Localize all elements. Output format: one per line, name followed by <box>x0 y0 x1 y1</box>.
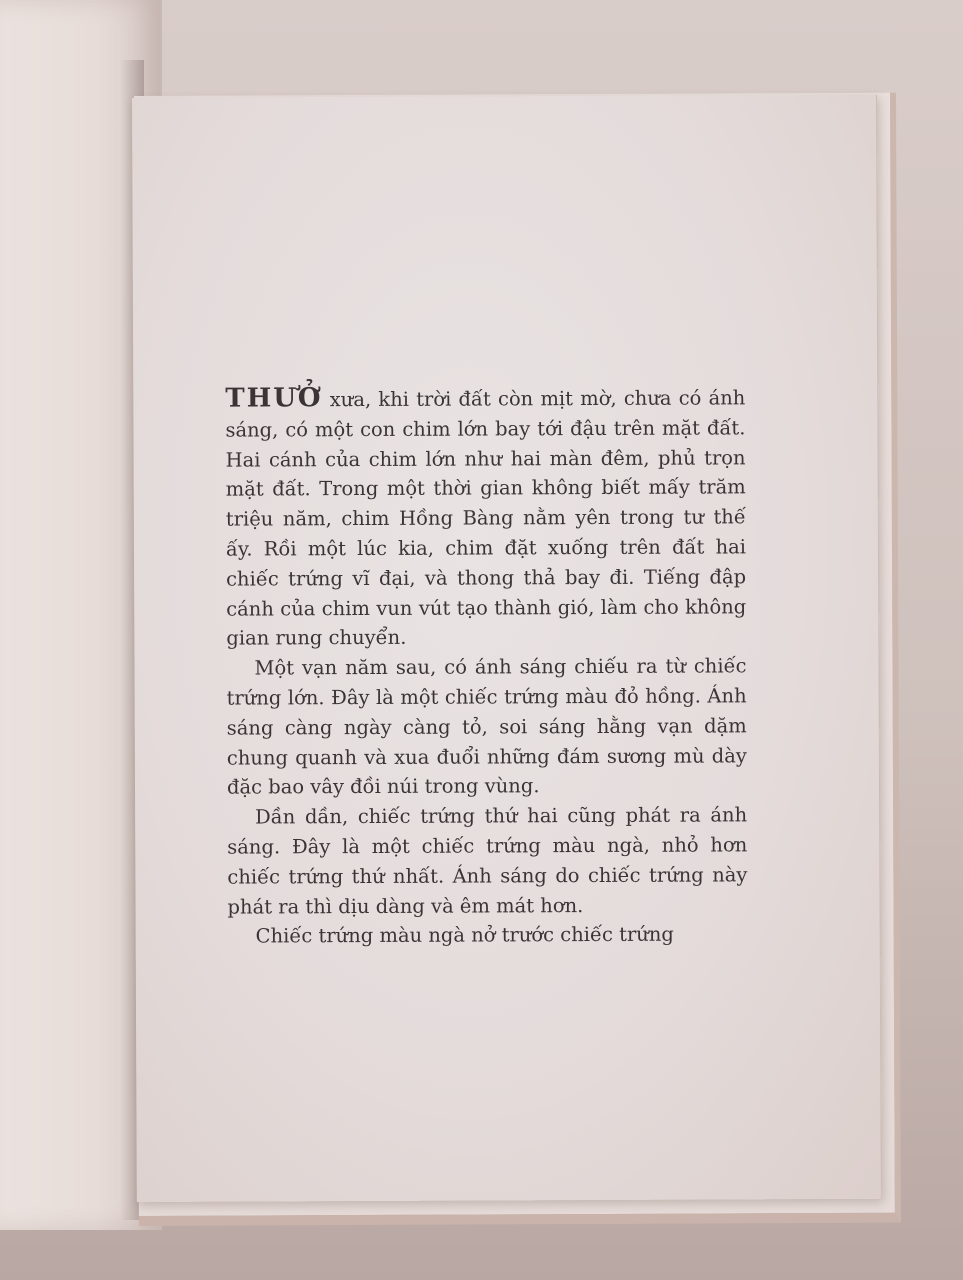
opening-word: THƯỞ <box>225 383 323 414</box>
paragraph-1 <box>225 382 746 653</box>
paragraph-1-text: xưa, khi trời đất còn mịt mờ, chưa có ánh sáng, có một con chim lớn bay tới đậu trên mặt đất. Hai cánh của chim lớn như hai màn đêm, phủ trọn mặt đất. Trong một thời gian không biết mấy trăm triệu năm, chim Hồng Bàng nằm yên trong tư thế ấy. Rồi một lúc kia, chim đặt xuống trên đất hai chiếc trứng vĩ đại, và thong thả bay đi. Tiếng đập cánh của chim vun vút tạo thành gió, làm cho không gian rung chuyển. <box>225 386 747 650</box>
right-page <box>132 95 882 1202</box>
paragraph-2: Một vạn năm sau, có ánh sáng chiếu ra từ chiếc trứng lớn. Đây là một chiếc trứng màu đỏ hồng. Ánh sáng càng ngày càng tỏ, soi sáng hằng vạn dặm chung quanh và xua đuổi những đám sương mù dày đặc bao vây đồi núi trong vùng. <box>226 654 747 799</box>
body-text <box>225 382 747 951</box>
paragraph-4: Chiếc trứng màu ngà nở trước chiếc trứng <box>255 922 674 948</box>
paragraph-3: Dần dần, chiếc trứng thứ hai cũng phát ra ánh sáng. Đây là một chiếc trứng màu ngà, nhỏ hơn chiếc trứng thứ nhất. Ánh sáng do chiếc trứng này phát ra thì dịu dàng và êm mát hơn. <box>227 803 748 919</box>
